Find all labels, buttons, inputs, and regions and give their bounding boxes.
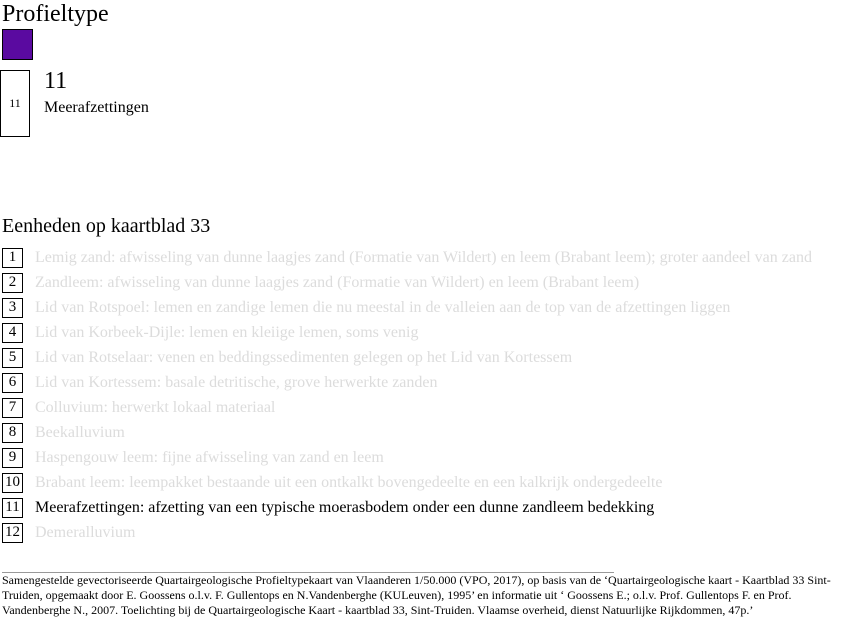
unit-number: 10 [2,473,23,493]
unit-number: 8 [2,423,23,443]
unit-item [2,345,854,370]
unit-number: 3 [2,298,23,318]
unit-description: Lid van Kortessem: basale detritische, grove herwerkte zanden [35,373,438,391]
unit-description: Lid van Rotselaar: venen en beddingssedimenten gelegen op het Lid van Kortessem [35,348,573,366]
profile-color-swatch [2,29,33,60]
units-list [2,245,854,545]
unit-item [2,495,854,520]
unit-number: 12 [2,523,23,543]
unit-number: 1 [2,248,23,268]
unit-item [2,245,854,270]
profile-name: Meerafzettingen [44,99,149,116]
unit-item [2,295,854,320]
unit-item [2,420,854,445]
unit-number: 9 [2,448,23,468]
profile-box [0,70,30,137]
profile-box-label: 11 [9,96,21,110]
unit-item [2,270,854,295]
unit-number: 4 [2,323,23,343]
legend-title: Profieltype [2,1,109,27]
unit-number: 2 [2,273,23,293]
units-title: Eenheden op kaartblad 33 [2,215,211,237]
unit-description: Haspengouw leem: fijne afwisseling van zand en leem [35,448,384,466]
source-citation: Samengestelde gevectoriseerde Quartairgeologische Profieltypekaart van Vlaanderen 1/50.000 (VPO, 2017), op basis van de ‘Quartairgeologische kaart - Kaartblad 33 Sint-Truiden, opgemaakt door E. Goossens o.l.v. F. Gullentops en N.Vandenberghe (KULeuven), 1995’ en informatie uit ‘ Goossens E.; o.l.v. Prof. Gullentops F. en Prof. Vandenberghe N., 2007. Toelichting bij de Quartairgeologische Kaart - kaartblad 33, Sint-Truiden. Vlaamse overheid, dienst Natuurlijke Rijkdommen, 47p.’ [2,573,831,617]
unit-number: 11 [2,498,23,518]
unit-number: 5 [2,348,23,368]
unit-number: 7 [2,398,23,418]
unit-description: Zandleem: afwisseling van dunne laagjes zand (Formatie van Wildert) en leem (Brabant leem) [35,273,640,291]
unit-number: 6 [2,373,23,393]
unit-item [2,370,854,395]
unit-item [2,395,854,420]
unit-description: Beekalluvium [35,423,125,441]
unit-description: Lid van Korbeek-Dijle: lemen en kleiige lemen, soms venig [35,323,419,341]
unit-item [2,520,854,545]
unit-description: Brabant leem: leempakket bestaande uit een ontkalkt bovengedeelte en een kalkrijk ondergedeelte [35,473,663,491]
unit-description: Meerafzettingen: afzetting van een typische moerasbodem onder een dunne zandleem bedekking [35,498,655,516]
unit-description: Lid van Rotspoel: lemen en zandige lemen die nu meestal in de valleien aan de top van de afzettingen liggen [35,298,731,316]
unit-description: Colluvium: herwerkt lokaal materiaal [35,398,276,416]
profile-number: 11 [44,68,68,94]
unit-item [2,320,854,345]
unit-item [2,470,854,495]
unit-item [2,445,854,470]
unit-description: Demeralluvium [35,523,136,541]
unit-description: Lemig zand: afwisseling van dunne laagjes zand (Formatie van Wildert) en leem (Brabant leem); groter aandeel van zand [35,248,812,266]
